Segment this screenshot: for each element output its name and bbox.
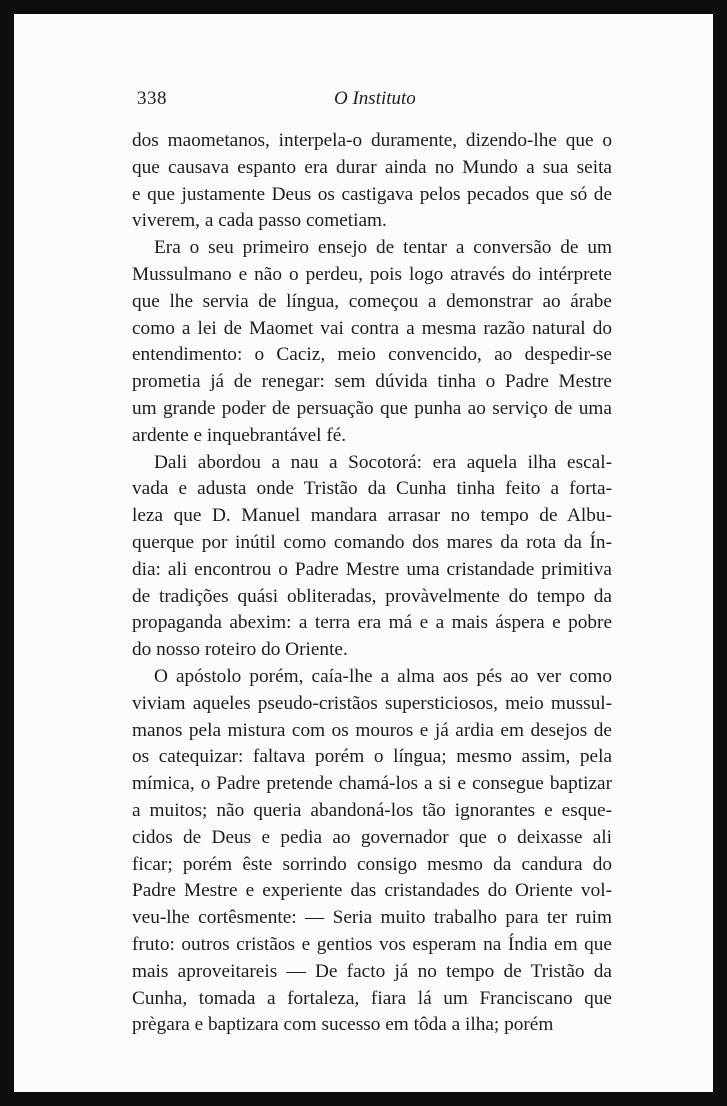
paragraph [132,128,612,235]
text-line: os catequizar: faltava porém o língua; mesmo assim, pela [132,746,612,768]
text-line: viviam aqueles pseudo-cristãos supersticiosos, meio mussul- [132,692,612,714]
text-line: ficar; porém êste sorrindo consigo mesmo da candura do [132,853,612,875]
text-line: entendimento: o Caciz, meio convencido, ao despedir-se [132,344,612,366]
text-line: fruto: outros cristãos e gentios vos esperam na Índia em que [132,933,612,955]
paragraph [132,664,612,1039]
text-line: O apóstolo porém, caía-lhe a alma aos pés ao ver como [154,665,612,687]
text-line: de tradições quási obliteradas, provàvelmente do tempo da [132,585,612,607]
text-line: como a lei de Maomet vai contra a mesma razão natural do [132,317,612,339]
text-line: dos maometanos, interpela-o duramente, dizendo-lhe que o [132,130,612,151]
text-line: Mussulmano e não o perdeu, pois logo através do intérprete [132,263,612,285]
text-line: um grande poder de persuação que punha ao serviço de uma [132,397,612,419]
text-line: prègara e baptizara com sucesso em tôda a ilha; porém [132,1014,554,1036]
body-text [132,128,612,1039]
text-line: Dali abordou a nau a Socotorá: era aquela ilha escal- [154,451,612,473]
text-line: a muitos; não queria abandoná-los tão ignorantes e esque- [132,799,612,821]
text-line: viverem, a cada passo cometiam. [132,210,387,232]
book-page [14,14,713,1092]
text-line: Era o seu primeiro ensejo de tentar a conversão de um [154,237,612,259]
text-line: vada e adusta onde Tristão da Cunha tinha feito a forta- [132,478,612,500]
running-title: O Instituto [334,88,416,109]
text-line: mais aproveitareis — De facto já no tempo de Tristão da [132,960,612,982]
text-line: propaganda abexim: a terra era má e a mais áspera e pobre [132,612,612,634]
text-line: do nosso roteiro do Oriente. [132,639,348,661]
text-line: cidos de Deus e pedia ao governador que o deixasse ali [132,826,612,848]
text-line: e que justamente Deus os castigava pelos pecados que só de [132,183,612,205]
page-number: 338 [137,88,167,109]
text-line: manos pela mistura com os mouros e já ardia em desejos de [132,719,612,741]
text-line: que lhe servia de língua, começou a demonstrar ao árabe [132,290,612,312]
text-line: mímica, o Padre pretende chamá-los a si e consegue baptizar [132,773,612,795]
text-line: prometia já de renegar: sem dúvida tinha o Padre Mestre [132,371,612,393]
text-line: dia: ali encontrou o Padre Mestre uma cristandade primitiva [132,558,612,580]
text-line: ardente e inquebrantável fé. [132,424,347,446]
text-line: Cunha, tomada a fortaleza, fiara lá um Franciscano que [132,987,612,1009]
text-line: que causava espanto era durar ainda no Mundo a sua seita [132,156,612,178]
text-line: querque por inútil como comando dos mares da rota da Ín- [132,531,612,553]
paragraph [132,235,612,449]
text-line: Padre Mestre e experiente das cristandades do Oriente vol- [132,880,612,902]
paragraph [132,450,612,664]
text-line: leza que D. Manuel mandara arrasar no tempo de Albu- [132,505,612,527]
page-header [137,88,617,118]
text-line: veu-lhe cortêsmente: — Seria muito trabalho para ter ruim [132,907,612,929]
